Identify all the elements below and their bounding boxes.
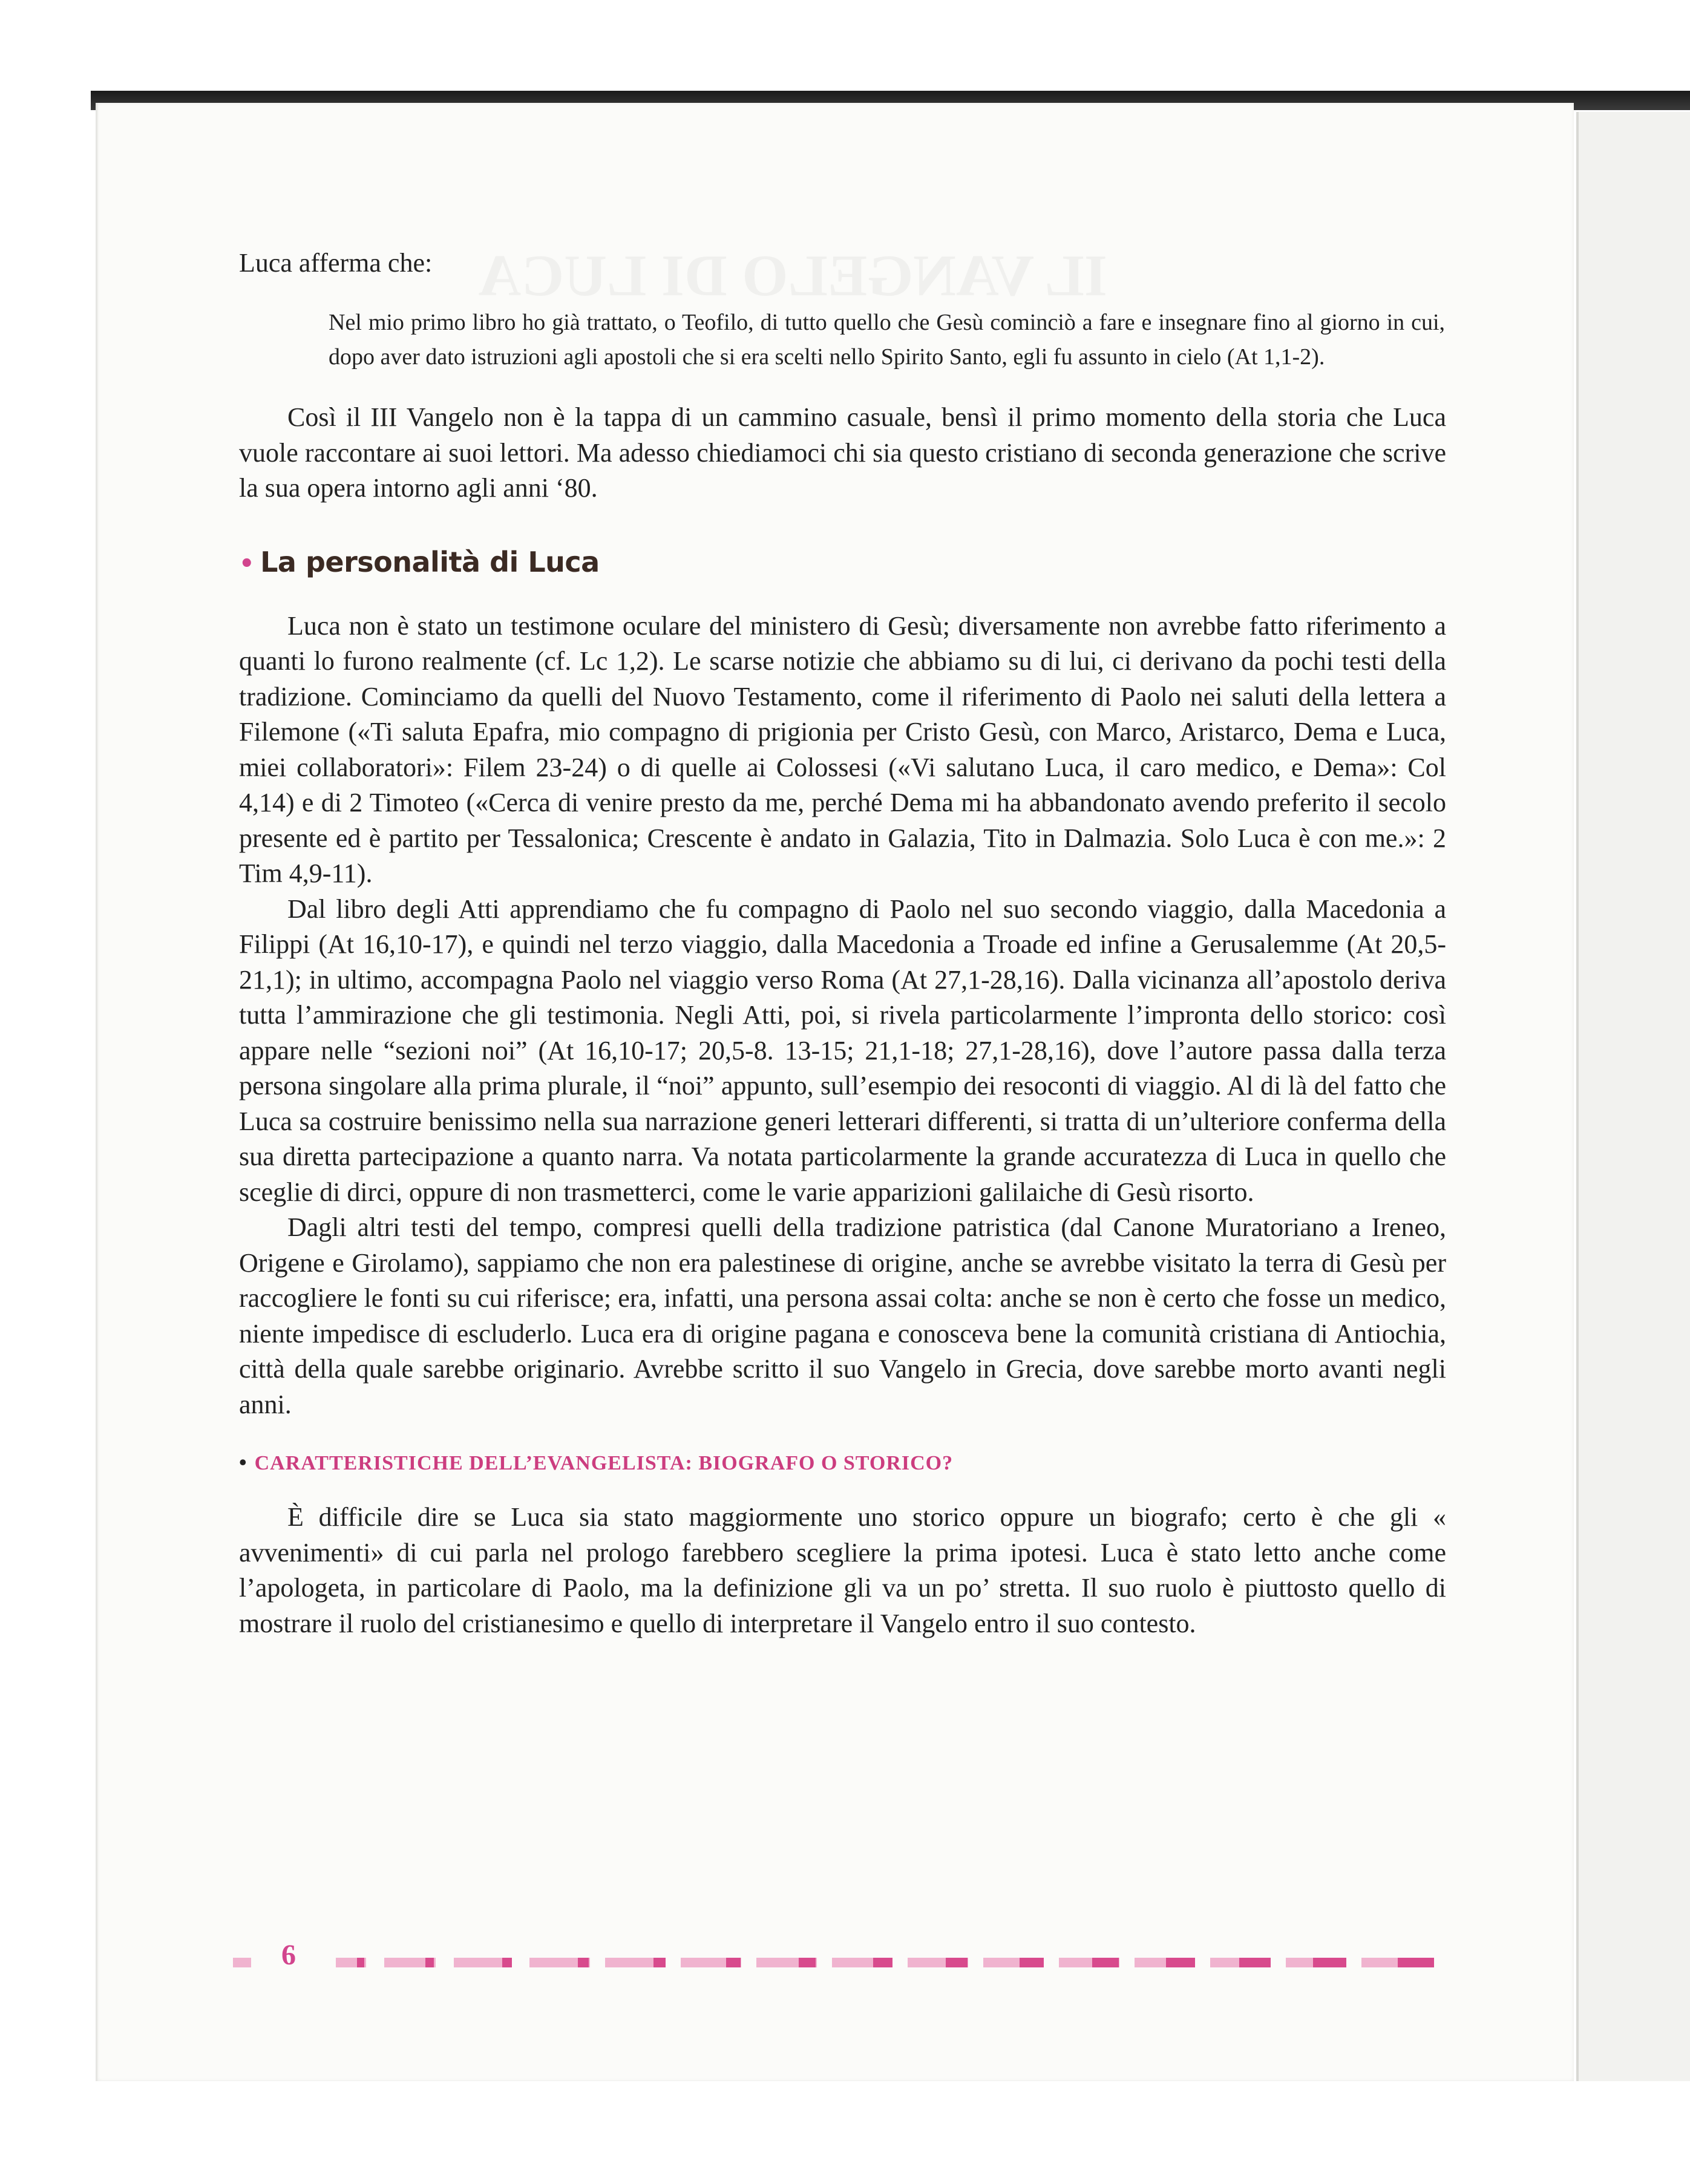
subsection-heading-text: CARATTERISTICHE DELL’EVANGELISTA: BIOGRAFO O STORICO?: [254, 1452, 954, 1474]
bullet-icon: •: [239, 549, 255, 578]
section-heading-text: La personalità di Luca: [260, 545, 600, 578]
page-number: 6: [281, 1939, 296, 1971]
footer-decoration: [578, 1958, 589, 1967]
footer-decoration: [1313, 1958, 1346, 1967]
paragraph: È difficile dire se Luca sia stato maggiormente uno storico oppure un biografo; certo è che gli « avvenimenti» di cui parla nel prologo farebbero scegliere la prima ipotesi. Luca è stato letto anche come l’apologeta, in particolare di Paolo, ma la definizione gli va un po’ stretta. Il suo ruolo è piuttosto quello di mostrare il ruolo del cristianesimo e quello di interpretare il Vangelo entro il suo contesto.: [239, 1502, 1446, 1638]
paragraph: Così il III Vangelo non è la tappa di un cammino casuale, bensì il primo momento della storia che Luca vuole raccontare ai suoi lettori. Ma adesso chiediamoci chi sia questo cristiano di seconda generazione che scrive la sua opera intorno agli anni ‘80.: [239, 402, 1446, 503]
footer-decoration: [726, 1958, 741, 1967]
footer-decoration: [1166, 1958, 1195, 1967]
footer-decoration: [233, 1958, 251, 1967]
footer-decoration: [1092, 1958, 1119, 1967]
footer-decoration: [1020, 1958, 1044, 1967]
footer-decoration: [799, 1958, 816, 1967]
footer-decoration: [1239, 1958, 1271, 1967]
footer-decoration: [653, 1958, 666, 1967]
paragraph: Dal libro degli Atti apprendiamo che fu compagno di Paolo nel suo secondo viaggio, dalla Macedonia a Filippi (At 16,10-17), e quindi nel terzo viaggio, dalla Macedonia a Troade ed infine a Gerusalemme (At 20,5-21,1); in ultimo, accompagna Paolo nel viaggio verso Roma (At 27,1-28,16). Dalla vicinanza all’apostolo deriva tutta l’ammirazione che gli testimonia. Negli Atti, poi, si rivela particolarmente l’impronta dello storico: così appare nelle “sezioni noi” (At 16,10-17; 20,5-8. 13-15; 21,1-18; 27,1-28,16), dove l’autore passa dalla terza persona singolare alla prima plurale, il “noi” appunto, sull’esempio dei resoconti di viaggio. Al di là del fatto che Luca sa costruire benissimo nella sua narrazione generi letterari differenti, si tratta di un’ulteriore conferma della sua diretta partecipazione a quanto narra. Va notata particolarmente la grande accuratezza di Luca in quello che sceglie di dirci, oppure di non trasmetterci, come le varie apparizioni galilaiche di Gesù risorto.: [239, 894, 1446, 1207]
subsection-heading: [239, 1445, 1446, 1480]
footer-decoration: [873, 1958, 892, 1967]
footer-decoration: [357, 1958, 364, 1967]
facing-page-edge: [1576, 112, 1690, 2081]
paragraph: Dagli altri testi del tempo, compresi quelli della tradizione patristica (dal Canone Muratoriano a Ireneo, Origene e Girolamo), sappiamo che non era palestinese di origine, anche se avrebbe visitato la terra di Gesù per raccogliere le fonti su cui riferisce; era, infatti, una persona assai colta: anche se non è certo che fosse un medico, niente impedisce di escluderlo. Luca era di origine pagana e conosceva bene la comunità cristiana di Antiochia, città della quale sarebbe originario. Avrebbe scritto il suo Vangelo in Grecia, dove sarebbe morto avanti negli anni.: [239, 1212, 1446, 1419]
quote-block: Nel mio primo libro ho già trattato, o Teofilo, di tutto quello che Gesù cominciò a fare e insegnare fino al giorno in cui, dopo aver dato istruzioni agli apostoli che si era scelti nello Spirito Santo, egli fu assunto in cielo (At 1,1-2).: [329, 310, 1445, 370]
footer-decoration: [502, 1958, 512, 1967]
footer-decoration: [946, 1958, 968, 1967]
footer-decoration: [1361, 1958, 1398, 1967]
bullet-icon: •: [239, 1450, 247, 1474]
page-footer: [233, 1939, 1443, 1977]
footer-decoration: [425, 1958, 434, 1967]
footer-decoration: [1398, 1958, 1434, 1967]
intro-line: Luca afferma che:: [239, 248, 433, 278]
page-content: [239, 245, 1446, 1641]
paragraph: Luca non è stato un testimone oculare del ministero di Gesù; diversamente non avrebbe fatto riferimento a quanti lo furono realmente (cf. Lc 1,2). Le scarse notizie che abbiamo su di lui, ci derivano da pochi testi della tradizione. Cominciamo da quelli del Nuovo Testamento, come il riferimento di Paolo nei saluti della lettera a Filemone («Ti saluta Epafra, mio compagno di prigionia per Cristo Gesù, con Marco, Aristarco, Dema e Luca, miei collaboratori»: Filem 23-24) o di quelle ai Colossesi («Vi salutano Luca, il caro medico, e Dema»: Col 4,14) e di 2 Timoteo («Cerca di venire presto da me, perché Dema mi ha abbandonato avendo preferito il secolo presente ed è partito per Tessalonica; Crescente è andato in Galazia, Tito in Dalmazia. Solo Luca è con me.»: 2 Tim 4,9-11).: [239, 610, 1446, 888]
section-heading: [239, 544, 1446, 582]
